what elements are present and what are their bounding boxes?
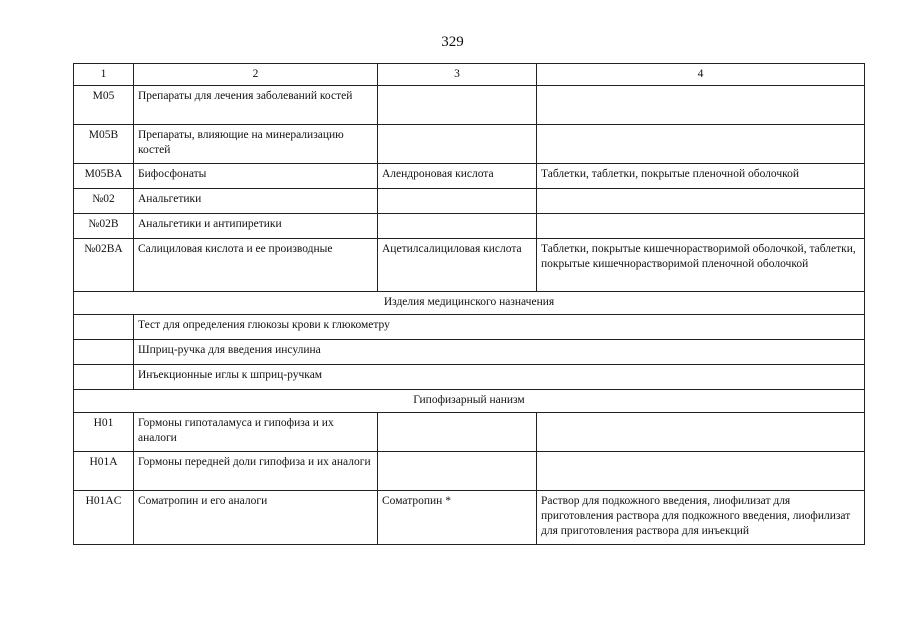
atc-code: H01 [74,413,134,452]
dosage-form [537,125,865,164]
table-row [74,315,865,340]
device-name: Инъекционные иглы к шприц-ручкам [134,365,865,390]
drug-name: Соматропин * [378,491,537,545]
page-number: 329 [441,34,464,50]
dosage-form [537,86,865,125]
group-name: Гормоны гипоталамуса и гипофиза и их аналоги [134,413,378,452]
table-row [74,214,865,239]
drug-table [73,63,865,545]
section-heading-devices: Изделия медицинского назначения [74,292,865,315]
atc-code [74,365,134,390]
dosage-form [537,189,865,214]
atc-code: M05BA [74,164,134,189]
dosage-form [537,214,865,239]
drug-name [378,214,537,239]
group-name: Бифосфонаты [134,164,378,189]
group-name: Препараты, влияющие на минерализацию костей [134,125,378,164]
dosage-form: Таблетки, таблетки, покрытые пленочной оболочкой [537,164,865,189]
table-row [74,452,865,491]
column-header: 2 [134,64,378,86]
group-name: Препараты для лечения заболеваний костей [134,86,378,125]
section-row [74,390,865,413]
section-heading-nanism: Гипофизарный нанизм [74,390,865,413]
atc-code: M05 [74,86,134,125]
table-row [74,164,865,189]
group-name: Соматропин и его аналоги [134,491,378,545]
atc-code [74,315,134,340]
table-row [74,413,865,452]
header-row [74,64,865,86]
table-row [74,125,865,164]
group-name: Анальгетики и антипиретики [134,214,378,239]
drug-name [378,86,537,125]
table-row [74,365,865,390]
drug-name [378,125,537,164]
table-row [74,239,865,292]
drug-name [378,413,537,452]
atc-code [74,340,134,365]
table-row [74,491,865,545]
atc-code: №02 [74,189,134,214]
group-name: Салициловая кислота и ее производные [134,239,378,292]
dosage-form [537,413,865,452]
atc-code: №02BA [74,239,134,292]
device-name: Шприц-ручка для введения инсулина [134,340,865,365]
drug-name [378,189,537,214]
column-header: 1 [74,64,134,86]
column-header: 3 [378,64,537,86]
atc-code: H01AC [74,491,134,545]
dosage-form: Таблетки, покрытые кишечнорастворимой оболочкой, таблетки, покрытые кишечнорастворимой пленочной оболочкой [537,239,865,292]
atc-code: M05B [74,125,134,164]
drug-name: Ацетилсалициловая кислота [378,239,537,292]
dosage-form [537,452,865,491]
dosage-form: Раствор для подкожного введения, лиофилизат для приготовления раствора для подкожного введения, лиофилизат для приготовления раствора для инъекций [537,491,865,545]
table-row [74,340,865,365]
group-name: Гормоны передней доли гипофиза и их аналоги [134,452,378,491]
section-row [74,292,865,315]
column-header: 4 [537,64,865,86]
table-row [74,189,865,214]
drug-name [378,452,537,491]
device-name: Тест для определения глюкозы крови к глюкометру [134,315,865,340]
table-row [74,86,865,125]
atc-code: №02B [74,214,134,239]
atc-code: H01A [74,452,134,491]
drug-name: Алендроновая кислота [378,164,537,189]
group-name: Анальгетики [134,189,378,214]
